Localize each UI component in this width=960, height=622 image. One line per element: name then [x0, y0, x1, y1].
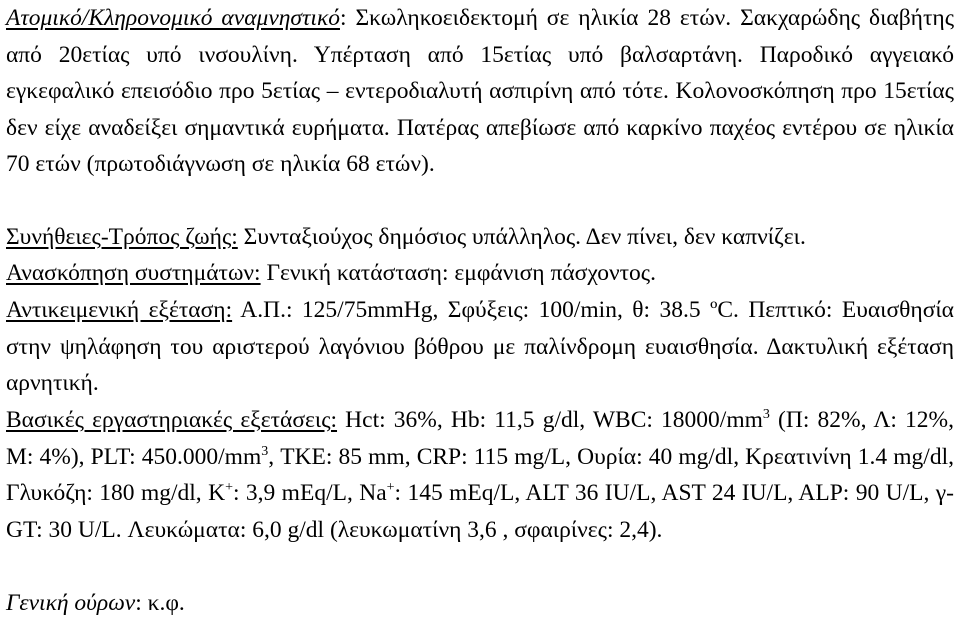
lab-tests-heading: Βασικές εργαστηριακές εξετάσεις:	[6, 407, 338, 433]
systems-review-text: Γενική κατάσταση: εμφάνιση πάσχοντος.	[260, 260, 656, 286]
lifestyle-paragraph	[6, 219, 954, 256]
lab-text-3: , ΤΚΕ: 85 mm, CRP: 115 mg/L, Ουρία: 40 mg/dl, Κρεατινίνη 1.4 mg/dl, Γλυκόζη: 180 mg/dl, K	[6, 443, 954, 507]
lab-tests-paragraph	[6, 402, 954, 548]
lab-text-4: : 3,9 mEq/L, Na	[232, 480, 387, 507]
history-text: : Σκωληκοειδεκτομή σε ηλικία 28 ετών. Σακχαρώδης διαβήτης από 20ετίας υπό ινσουλίνη. Υπέρταση από 15ετίας υπό βαλσαρτάνη. Παροδικό αγγειακό εγκεφαλικό επεισόδιο προ 5ετίας – εντεροδιαλυτή ασπιρίνη από τότε. Κολονοσκόπηση προ 15ετίας δεν είχε αναδείξει σημαντικά ευρήματα. Πατέρας απεβίωσε από καρκίνο παχέος εντέρου σε ηλικία 70 ετών (πρωτοδιάγνωση σε ηλικία 68 ετών).	[6, 5, 954, 178]
superscript-3: 3	[261, 443, 269, 459]
superscript-3: 3	[762, 407, 770, 422]
systems-review-paragraph	[6, 255, 954, 292]
urinalysis-text: : κ.φ.	[135, 590, 185, 616]
urinalysis-paragraph	[6, 585, 954, 622]
lifestyle-text: Συνταξιούχος δημόσιος υπάλληλος. Δεν πίνει, δεν καπνίζει.	[237, 224, 806, 250]
systems-review-heading: Ανασκόπηση συστημάτων:	[6, 260, 261, 286]
lifestyle-heading: Συνήθειες-Τρόπος ζωής:	[6, 224, 238, 250]
lab-text-5: : 145 mEq/L, ALT 36 IU/L, AST 24 IU/L, ALP: 90 U/L, γ-GT: 30 U/L. Λευκώματα: 6,0 g/dl (λευκωματίνη 3,6 , σφαιρίνες: 2,4).	[6, 480, 954, 543]
history-paragraph	[6, 0, 954, 183]
lab-text-1: Hct: 36%, Hb: 11,5 g/dl, WBC: 18000/mm	[337, 407, 763, 433]
urinalysis-heading: Γενική ούρων	[6, 590, 136, 616]
lab-text-2: (Π: 82%, Λ: 12%, Μ: 4%), PLT: 450.000/mm	[6, 407, 955, 470]
superscript-plus: +	[225, 480, 233, 496]
physical-exam-paragraph	[6, 292, 954, 402]
superscript-plus: +	[386, 480, 395, 496]
physical-exam-text: Α.Π.: 125/75mmHg, Σφύξεις: 100/min, θ: 38.5 ºC. Πεπτικό: Ευαισθησία στην ψηλάφηση του αριστερού λαγόνιου βόθρου με παλίνδρομη ευαισθησία. Δακτυλική εξέταση αρνητική.	[6, 297, 954, 397]
history-heading: Ατομικό/Κληρονομικό αναμνηστικό	[6, 5, 340, 31]
physical-exam-heading: Αντικειμενική εξέταση:	[6, 297, 233, 323]
